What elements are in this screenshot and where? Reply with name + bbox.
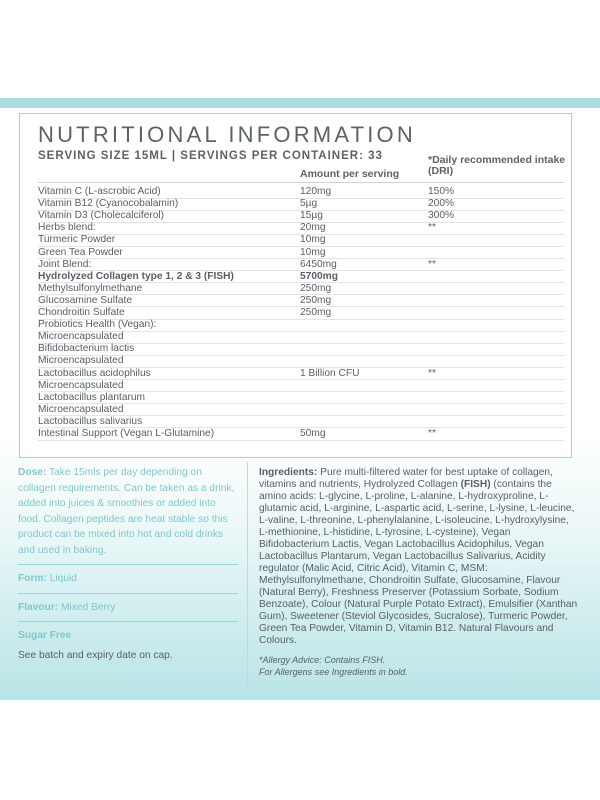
nutrition-row [38, 368, 564, 380]
flavour-block [18, 600, 238, 616]
dri-header: *Daily recommended intake (DRI) [428, 154, 566, 177]
nutrition-row [38, 295, 564, 307]
nutrition-row [38, 222, 564, 234]
nutrient-amount: 20mg [300, 222, 326, 234]
nutrient-name: Chondroitin Sulfate [38, 307, 125, 318]
dose-label: Dose: [18, 467, 47, 478]
flavour-label: Flavour: [18, 601, 59, 613]
allergy-line-2: For Allergens see Ingredients in bold. [259, 667, 408, 677]
nutrient-amount: 10mg [300, 234, 326, 246]
nutrient-name: Methylsulfonylmethane [38, 282, 143, 294]
nutrient-dri: ** [428, 367, 436, 379]
nutrient-name: Lactobacillus salivarius [38, 415, 143, 427]
nutrient-name: Lactobacillus plantarum [38, 391, 146, 403]
usage-column [18, 465, 238, 663]
amount-header: Amount per serving [300, 168, 400, 180]
nutrient-dri: ** [428, 222, 436, 234]
form-value: Liquid [49, 573, 77, 584]
ingredients-block [259, 467, 579, 647]
ingredients-text-2: (contains the amino acids: L-glycine, L-proline, L-alanine, L-hydroxyproline, L-glutamic acid, L-arginine, L-aspartic acid, L-serine, L-lysine, L-leucine, L-valine, L-threonine, L-phenylalanine, L-isoleucine, L-hydroxylysine, L-methionine, L-histidine, L-tyrosine, L-cysteine), Vegan Bifidobacterium Lactis, Vegan Lactobacillus Acidophilus, Vegan Lactobacillus Plantarum, Vegan Lactobacillus Salivarius, Acidity regulator (Malic Acid, Citric Acid), Vitamin C, MSM: Methylsulfonylmethane, Chondroitin Sulfate, Glucosamine, Flavour (Natural Berry), Freshness Preserver (Potassium Sorbate, Sodium Benzoate), Colour (Natural Purple Potato Extract), Emulsifier (Xanthan Gum), Sweetener (Steviol Glycosides, Sucralose), Turmeric Powder, Green Tea Powder, Vitamin D, Vitamin B12. Natural Flavours and Colours. [259, 479, 578, 646]
nutrient-amount: 10mg [300, 246, 326, 258]
nutrient-amount: 5700mg [300, 270, 338, 282]
flavour-value: Mixed Berry [61, 601, 116, 613]
nutrition-row [38, 331, 564, 343]
nutrient-name: Glucosamine Sulfate [38, 294, 133, 306]
nutrition-row [38, 307, 564, 319]
serving-info: SERVING SIZE 15ML | SERVINGS PER CONTAINER: 33 [38, 150, 383, 162]
nutrient-amount: 15µg [300, 210, 323, 222]
nutrient-name: Microencapsulated [38, 403, 124, 415]
dose-block [18, 465, 238, 558]
header-divider [38, 182, 564, 183]
nutrition-title: NUTRITIONAL INFORMATION [38, 122, 416, 147]
divider [18, 621, 238, 622]
nutrition-row [38, 343, 564, 355]
form-label: Form: [18, 573, 47, 584]
nutrient-amount: 1 Billion CFU [300, 367, 360, 379]
nutrient-name: Green Tea Powder [38, 246, 123, 258]
nutrient-name: Probiotics Health (Vegan): [38, 319, 157, 331]
ingredients-label: Ingredients: [259, 467, 318, 478]
ingredients-text-1: Pure multi-filtered water for best uptake of collagen, vitamins and nutrients, Hydrolyzed Collagen [259, 467, 553, 490]
nutrition-row [38, 404, 564, 416]
nutrient-amount: 6450mg [300, 258, 337, 270]
nutrition-row [38, 234, 564, 246]
nutrient-name: Microencapsulated [38, 331, 124, 343]
nutrient-name: Microencapsulated [38, 355, 124, 367]
nutrition-row [38, 380, 564, 392]
nutrition-row [38, 428, 564, 440]
nutrient-name: Lactobacillus acidophilus [38, 367, 151, 379]
nutrient-name: Microencapsulated [38, 379, 124, 391]
nutrient-amount: 250mg [300, 307, 332, 318]
nutrition-row [38, 247, 564, 259]
nutrient-dri: ** [428, 428, 436, 439]
nutrient-amount: 5µg [300, 198, 318, 210]
nutrient-name: Turmeric Powder [38, 234, 116, 246]
allergy-line-1: *Allergy Advice: Contains FISH. [259, 655, 386, 665]
row-divider [38, 440, 564, 441]
nutrition-row [38, 355, 564, 367]
nutrient-dri: 300% [428, 210, 455, 222]
nutrition-row [38, 283, 564, 295]
nutrient-dri: ** [428, 258, 436, 270]
nutrient-amount: 120mg [300, 186, 332, 197]
nutrient-amount: 50mg [300, 428, 326, 439]
nutrition-row [38, 271, 564, 283]
nutrient-name: Vitamin C (L-ascrobic Acid) [38, 186, 161, 197]
nutrient-name: Vitamin D3 (Cholecalciferol) [38, 210, 165, 222]
nutrient-name: Joint Blend: [38, 258, 92, 270]
allergy-advice [259, 654, 579, 678]
nutrient-amount: 250mg [300, 282, 332, 294]
divider [18, 593, 238, 594]
batch-note: See batch and expiry date on cap. [18, 649, 173, 661]
divider [18, 564, 238, 565]
sugar-free-label: Sugar Free [18, 630, 72, 641]
nutrition-row [38, 198, 564, 210]
dose-text: Take 15mls per day depending on collagen requirements. Can be taken as a drink, added into juices & smoothies or added into food. Collagen peptides are heat stable so this product can be mixed into hot and cold drinks and used in baking. [18, 467, 235, 556]
column-divider [247, 462, 248, 687]
form-block [18, 571, 238, 587]
nutrient-name: Intestinal Support (Vegan L-Glutamine) [38, 428, 215, 439]
nutrient-amount: 250mg [300, 294, 332, 306]
ingredients-allergen: (FISH) [460, 479, 491, 490]
nutrient-name: Bifidobacterium lactis [38, 343, 135, 355]
nutrition-row [38, 259, 564, 271]
nutrient-dri: 150% [428, 186, 455, 197]
nutrition-row [38, 392, 564, 404]
nutrient-name: Hydrolyzed Collagen type 1, 2 & 3 (FISH) [38, 270, 234, 282]
nutrition-row [38, 210, 564, 222]
nutrition-row [38, 186, 564, 198]
nutrition-row [38, 416, 564, 428]
nutrient-name: Herbs blend: [38, 222, 96, 234]
top-accent-band [0, 98, 600, 108]
nutrient-dri: 200% [428, 198, 455, 210]
nutrient-name: Vitamin B12 (Cyanocobalamin) [38, 198, 179, 210]
nutrition-row [38, 319, 564, 331]
